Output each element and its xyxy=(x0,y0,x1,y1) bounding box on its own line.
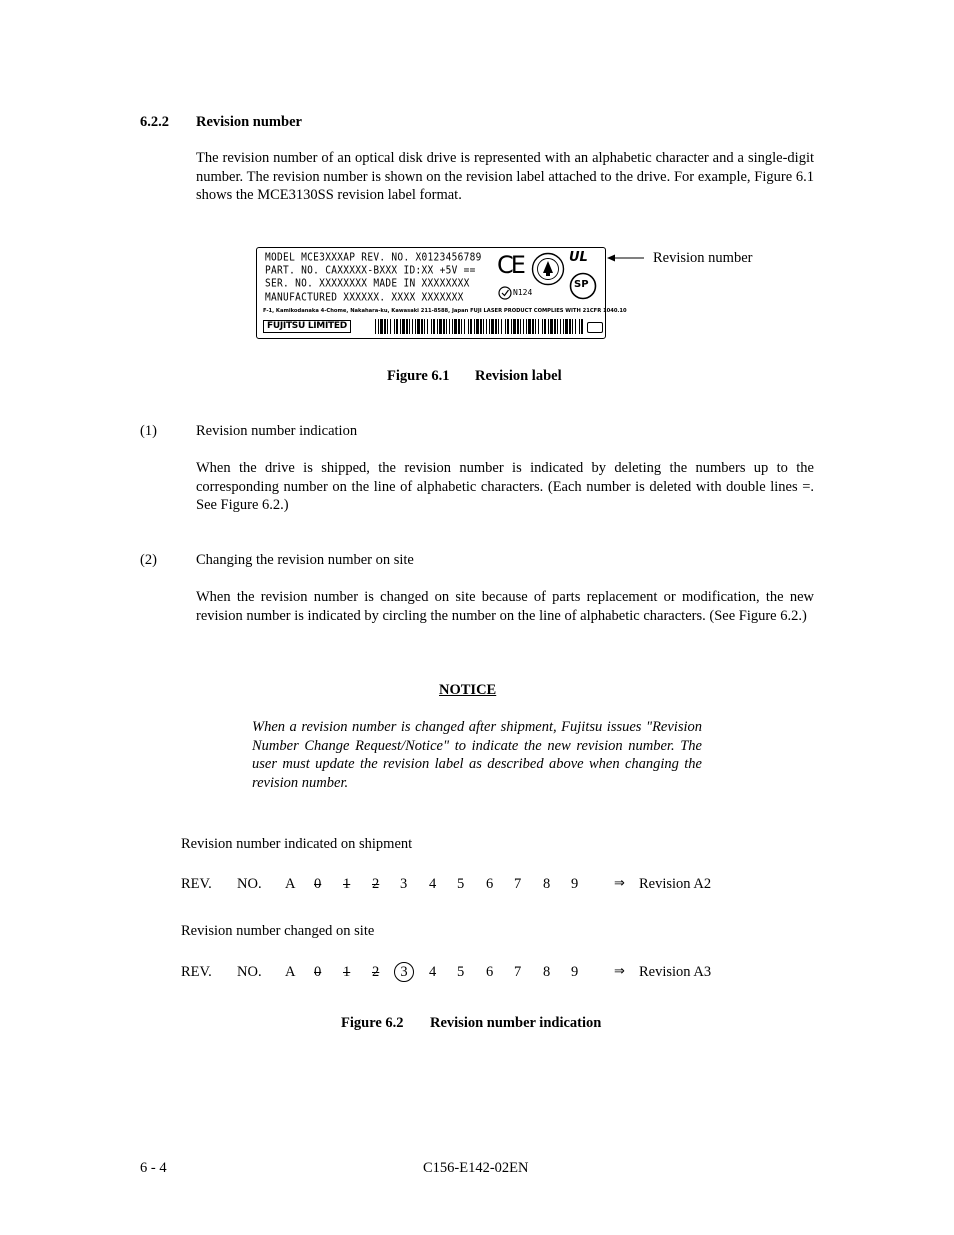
figure2-number: Figure 6.2 xyxy=(341,1015,404,1031)
figure1-number: Figure 6.1 xyxy=(387,368,450,384)
barcode-bar xyxy=(480,319,482,334)
barcode-bar xyxy=(415,319,416,334)
rev-text: REV. xyxy=(181,964,212,980)
section-title: Revision number xyxy=(196,114,302,130)
digit: 5 xyxy=(457,876,465,892)
label-line-part: PART. NO. CAXXXXX-BXXX ID:XX +5V == xyxy=(265,264,476,277)
digit: 7 xyxy=(514,876,522,892)
barcode-bar xyxy=(384,319,386,334)
barcode-bar xyxy=(474,319,475,334)
intro-paragraph: The revision number of an optical disk drive is represented with an alphabetic character and a single-digit number. The revision number is shown on the revision label attached to the drive. For example, Figure 6.1 shows the MCE3130SS revision label format. xyxy=(196,150,814,204)
notice-body: When a revision number is changed after shipment, Fujitsu issues "Revision Number Change Request/Notice" to indicate the new revision number. The user must update the revision label as described above when changing the revision number. xyxy=(252,719,702,791)
barcode-bar xyxy=(526,319,527,334)
site-result: Revision A3 xyxy=(639,964,712,980)
barcode-bar xyxy=(511,319,512,334)
barcode-bar xyxy=(565,319,568,334)
barcode-bar xyxy=(483,319,484,334)
barcode-bar xyxy=(387,319,388,334)
barcode-bar xyxy=(437,319,438,334)
fujitsu-logo: FUJITSU LIMITED xyxy=(263,320,351,333)
barcode-bar xyxy=(523,319,524,334)
ce-mark-icon: CE xyxy=(497,251,523,279)
digit: 9 xyxy=(571,876,579,892)
barcode-bar xyxy=(417,319,420,334)
site-heading: Revision number changed on site xyxy=(181,923,375,939)
barcode-bar xyxy=(470,319,472,334)
digit: 8 xyxy=(543,876,551,892)
digit: 7 xyxy=(514,964,522,980)
barcode-bar xyxy=(380,319,383,334)
barcode-bar xyxy=(431,319,432,334)
barcode-bar xyxy=(579,319,580,334)
digit: 6 xyxy=(486,964,494,980)
barcode-bar xyxy=(557,319,558,334)
item2-number: (2) xyxy=(140,552,157,568)
digit-struck: 1 xyxy=(343,876,351,892)
barcode-icon xyxy=(375,319,585,334)
barcode-bar xyxy=(575,319,576,334)
barcode-bar xyxy=(507,319,509,334)
barcode-bar xyxy=(505,319,506,334)
barcode-bar xyxy=(394,319,395,334)
barcode-bar xyxy=(563,319,564,334)
barcode-bar xyxy=(528,319,531,334)
barcode-bar xyxy=(572,319,573,334)
barcode-bar xyxy=(452,319,453,334)
digit: 6 xyxy=(486,876,494,892)
barcode-bar xyxy=(544,319,546,334)
label-line-address: F-1, Kamikodanaka 4-Chome, Nakahara-ku, Kawasaki 211-8588, Japan FUJI LASER PRODUCT COMPLIES WITH 21CFR 1040.10 xyxy=(263,308,627,314)
barcode-bar xyxy=(535,319,536,334)
barcode-bar xyxy=(390,319,391,334)
barcode-bar xyxy=(458,319,460,334)
barcode-bar xyxy=(476,319,479,334)
barcode-bar xyxy=(443,319,445,334)
barcode-bar xyxy=(513,319,516,334)
barcode-bar xyxy=(412,319,413,334)
barcode-bar xyxy=(538,319,539,334)
item1-heading: Revision number indication xyxy=(196,423,358,439)
ul-mark-icon: UL xyxy=(569,250,588,265)
barcode-bar xyxy=(427,319,428,334)
revision-arrow-icon xyxy=(606,252,646,264)
circled-digit: 3 xyxy=(394,962,414,982)
implies-arrow-icon: ⇒ xyxy=(614,876,625,891)
barcode-bar xyxy=(550,319,553,334)
label-box-icon xyxy=(587,322,603,333)
rev-letter: A xyxy=(285,876,296,892)
barcode-bar xyxy=(520,319,521,334)
barcode-bar xyxy=(554,319,556,334)
barcode-bar xyxy=(421,319,423,334)
c-tick-icon xyxy=(498,286,512,300)
item2-heading: Changing the revision number on site xyxy=(196,552,414,568)
digit-struck: 0 xyxy=(314,964,322,980)
barcode-bar xyxy=(446,319,447,334)
shipment-rev-row xyxy=(0,874,954,894)
digit-struck: 2 xyxy=(372,876,380,892)
barcode-bar xyxy=(560,319,561,334)
label-line-manufactured: MANUFACTURED XXXXXX. XXXX XXXXXXX xyxy=(265,291,464,304)
shipment-result: Revision A2 xyxy=(639,876,712,892)
implies-arrow-icon: ⇒ xyxy=(614,964,625,979)
barcode-bar xyxy=(409,319,410,334)
rev-letter: A xyxy=(285,964,296,980)
digit-struck: 0 xyxy=(314,876,322,892)
digit: 8 xyxy=(543,964,551,980)
page-number: 6 - 4 xyxy=(140,1160,167,1176)
barcode-bar xyxy=(468,319,469,334)
rev-text: REV. xyxy=(181,876,212,892)
barcode-bar xyxy=(424,319,425,334)
n-mark-text: N124 xyxy=(513,288,533,297)
shipment-heading: Revision number indicated on shipment xyxy=(181,836,413,852)
barcode-bar xyxy=(406,319,408,334)
document-id: C156-E142-02EN xyxy=(423,1160,529,1176)
certification-seal-icon xyxy=(531,252,565,286)
barcode-bar xyxy=(400,319,401,334)
barcode-bar xyxy=(498,319,499,334)
digit-struck: 2 xyxy=(372,964,380,980)
barcode-bar xyxy=(542,319,543,334)
digit: 9 xyxy=(571,964,579,980)
barcode-bar xyxy=(378,319,379,334)
barcode-bar xyxy=(581,319,583,334)
barcode-bar xyxy=(495,319,497,334)
digit: 3 xyxy=(400,876,408,892)
digit-struck: 1 xyxy=(343,964,351,980)
revision-number-annotation: Revision number xyxy=(653,250,753,266)
label-line-model: MODEL MCE3XXXAP REV. NO. X0123456789 xyxy=(265,251,482,264)
barcode-bar xyxy=(439,319,442,334)
barcode-bar xyxy=(461,319,462,334)
barcode-bar xyxy=(402,319,405,334)
item1-body: When the drive is shipped, the revision number is indicated by deleting the numbers up to the corresponding number on the line of alphabetic characters. (Each number is deleted with double lines =. See Figure 6.2.) xyxy=(196,460,814,514)
item1-number: (1) xyxy=(140,423,157,439)
barcode-bar xyxy=(375,319,376,334)
barcode-bar xyxy=(396,319,398,334)
figure2-title: Revision number indication xyxy=(430,1015,602,1031)
digit: 5 xyxy=(457,964,465,980)
barcode-bar xyxy=(464,319,465,334)
barcode-bar xyxy=(501,319,502,334)
barcode-bar xyxy=(486,319,487,334)
barcode-bar xyxy=(517,319,519,334)
site-rev-row xyxy=(0,962,954,982)
label-line-serial: SER. NO. XXXXXXXX MADE IN XXXXXXXX xyxy=(265,277,470,290)
barcode-bar xyxy=(548,319,549,334)
barcode-bar xyxy=(433,319,435,334)
item2-body: When the revision number is changed on site because of parts replacement or modification, the new revision number is indicated by circling the number on the line of alphabetic characters. (See Figure 6.2.) xyxy=(196,589,814,624)
digit: 4 xyxy=(429,876,437,892)
digit: 4 xyxy=(429,964,437,980)
section-number: 6.2.2 xyxy=(140,114,169,130)
barcode-bar xyxy=(491,319,494,334)
barcode-bar xyxy=(449,319,450,334)
barcode-bar xyxy=(569,319,571,334)
no-text: NO. xyxy=(237,876,262,892)
csa-mark-text: SP xyxy=(574,279,589,290)
no-text: NO. xyxy=(237,964,262,980)
barcode-bar xyxy=(454,319,457,334)
notice-title: NOTICE xyxy=(439,682,497,698)
revision-label-image xyxy=(256,247,627,339)
figure1-title: Revision label xyxy=(475,368,562,384)
barcode-bar xyxy=(489,319,490,334)
digit-circled xyxy=(394,962,414,982)
barcode-bar xyxy=(532,319,534,334)
